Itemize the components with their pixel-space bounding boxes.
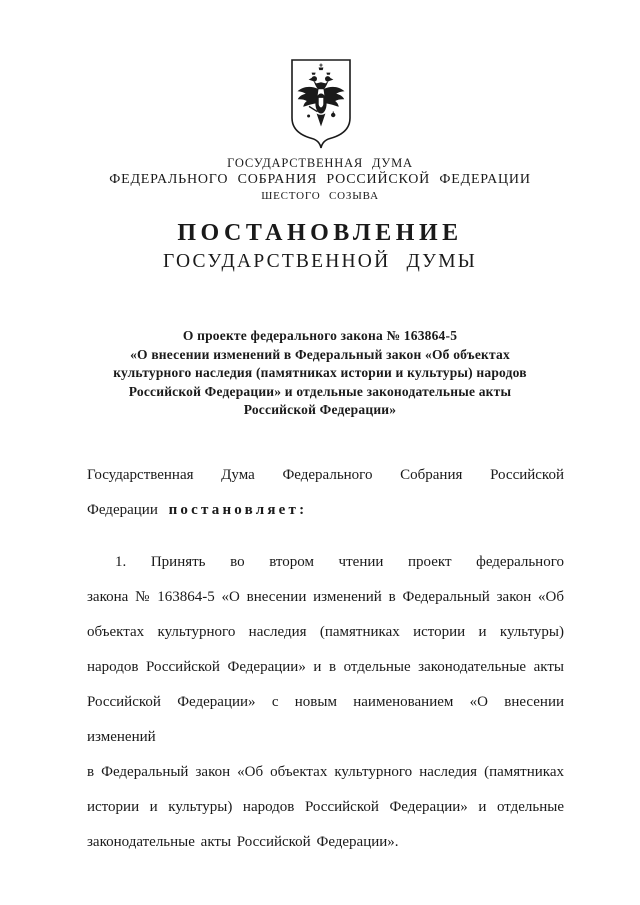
title-duma-line: ГОСУДАРСТВЕННОЙ ДУМЫ [163,251,477,272]
body-line: истории и культуры) народов Российской Федерации» и отдельные [87,799,564,815]
coat-of-arms-icon [289,58,353,150]
org-header [0,155,640,204]
subject-line: О проекте федерального закона № 163864-5 [182,328,458,343]
paragraph-item-1 [87,545,564,860]
resolves-emphasis-text: постановляет: [168,502,308,518]
document-body [87,458,564,860]
body-line [87,493,564,528]
org-fullname-line: ФЕДЕРАЛЬНОГО СОБРАНИЯ РОССИЙСКОЙ ФЕДЕРАЦИИ [109,172,531,187]
preamble-regular-text: Федерации [87,502,158,518]
title-resolution-line: ПОСТАНОВЛЕНИЕ [177,220,463,246]
body-line: в Федеральный закон «Об объектах культурного наследия (памятниках [87,764,564,780]
body-line: закона № 163864-5 «О внесении изменений в Федеральный закон «Об [87,589,564,605]
subject-line: Российской Федерации» [243,402,397,418]
body-line: объектах культурного наследия (памятниках истории и культуры) [87,624,564,640]
subject-line: Российской Федерации» и отдельные законодательные акты [128,383,512,399]
subject-line: культурного наследия (памятниках истории и культуры) народов [113,365,527,381]
subject-heading [60,327,580,420]
body-line: законодательные акты Российской Федерации». [87,834,399,850]
body-line: народов Российской Федерации» и в отдельные законодательные акты [87,659,564,675]
document-title [0,219,640,274]
body-line: 1. Принять во втором чтении проект федерального [115,554,564,570]
org-name-line: ГОСУДАРСТВЕННАЯ ДУМА [227,156,413,170]
subject-line: «О внесении изменений в Федеральный закон «Об объектах [130,346,510,362]
body-line: Государственная Дума Федерального Собрания Российской [87,467,564,483]
convocation-line: ШЕСТОГО СОЗЫВА [261,190,379,202]
paragraph-preamble [87,458,564,528]
body-line: Российской Федерации» с новым наименованием «О внесении изменений [87,694,564,745]
